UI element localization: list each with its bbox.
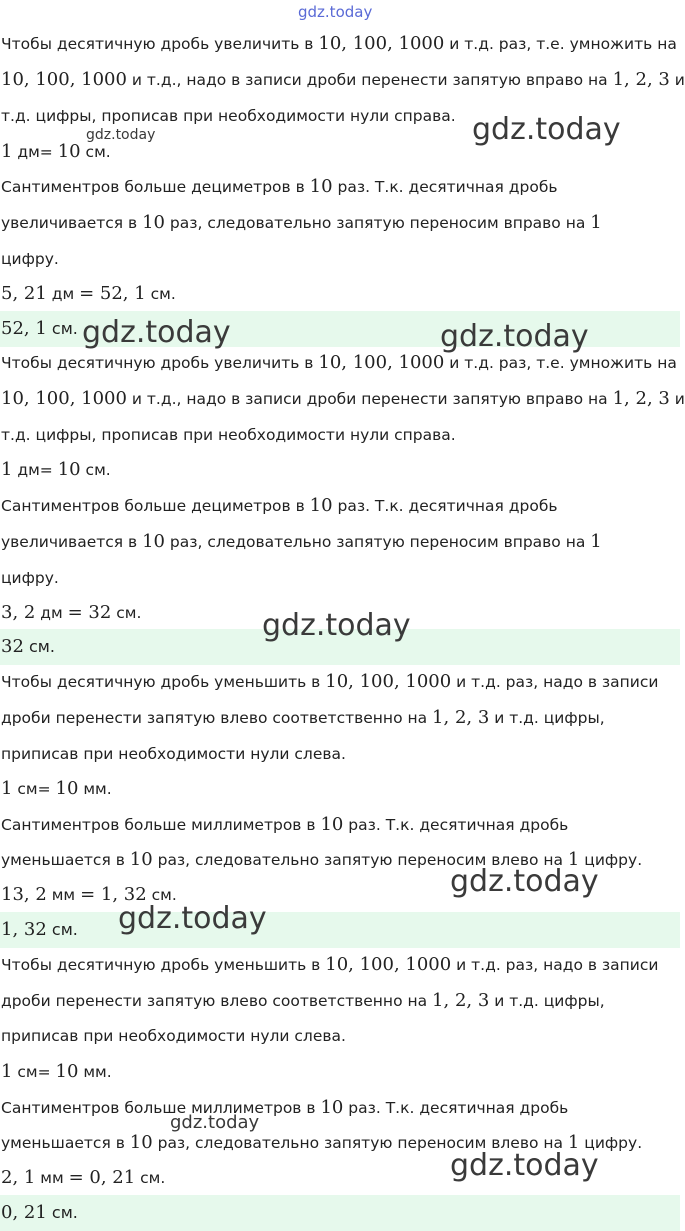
explanation-line-1: Сантиментров больше дециметров в 10 раз. Т.к. десятичная дробь — [1, 495, 558, 516]
rule-line-1: Чтобы десятичную дробь увеличить в 10, 100, 1000 и т.д. раз, т.е. умножить на — [1, 33, 677, 54]
answer-unit: см. — [46, 920, 78, 939]
watermark: gdz.today — [86, 127, 156, 143]
answer-unit: см. — [23, 637, 55, 656]
rule-line-3: т.д. цифры, прописав при необходимости нули справа. — [1, 426, 456, 444]
explanation-line-1: Сантиментров больше миллиметров в 10 раз. Т.к. десятичная дробь — [1, 1097, 569, 1118]
explanation-line-3: цифру. — [1, 569, 59, 587]
watermark: gdz.today — [170, 1112, 260, 1133]
rule-line-3: приписав при необходимости нули слева. — [1, 1027, 346, 1045]
rule-line-3: т.д. цифры, прописав при необходимости нули справа. — [1, 107, 456, 125]
watermark: gdz.today — [472, 112, 621, 147]
explanation-line-1: Сантиментров больше дециметров в 10 раз. Т.к. десятичная дробь — [1, 176, 558, 197]
watermark: gdz.today — [450, 1148, 599, 1183]
explanation-line-3: цифру. — [1, 250, 59, 268]
calculation: 13, 2 мм = 1, 32 см. — [1, 884, 177, 905]
unit-equivalence: 1 см= 10 мм. — [1, 778, 112, 799]
rule-line-3: приписав при необходимости нули слева. — [1, 745, 346, 763]
rule-line-2: 10, 100, 1000 и т.д., надо в записи дроби перенести запятую вправо на 1, 2, 3 и — [1, 69, 685, 90]
watermark: gdz.today — [440, 319, 589, 354]
rule-line-2: 10, 100, 1000 и т.д., надо в записи дроби перенести запятую вправо на 1, 2, 3 и — [1, 388, 685, 409]
answer-value: 32 — [1, 636, 24, 657]
watermark: gdz.today — [118, 901, 267, 936]
watermark: gdz.today — [262, 608, 411, 643]
explanation-line-1: Сантиментров больше миллиметров в 10 раз. Т.к. десятичная дробь — [1, 814, 569, 835]
answer-value: 52, 1 — [1, 318, 47, 339]
watermark: gdz.today — [450, 864, 599, 899]
watermark: gdz.today — [82, 315, 231, 350]
rule-line-2: дроби перенести запятую влево соответственно на 1, 2, 3 и т.д. цифры, — [1, 707, 605, 728]
answer-unit: см. — [46, 1203, 78, 1222]
calculation: 3, 2 дм = 32 см. — [1, 602, 142, 623]
calculation: 2, 1 мм = 0, 21 см. — [1, 1167, 166, 1188]
answer-value: 0, 21 — [1, 1202, 47, 1223]
rule-line-1: Чтобы десятичную дробь увеличить в 10, 100, 1000 и т.д. раз, т.е. умножить на — [1, 352, 677, 373]
rule-line-2: дроби перенести запятую влево соответственно на 1, 2, 3 и т.д. цифры, — [1, 990, 605, 1011]
explanation-line-2: увеличивается в 10 раз, следовательно запятую переносим вправо на 1 — [1, 531, 602, 552]
answer-value: 1, 32 — [1, 919, 47, 940]
calculation: 5, 21 дм = 52, 1 см. — [1, 283, 176, 304]
explanation-line-2: уменьшается в 10 раз, следовательно запятую переносим влево на 1 цифру. — [1, 849, 643, 870]
answer-box — [0, 1195, 680, 1231]
rule-line-1: Чтобы десятичную дробь уменьшить в 10, 100, 1000 и т.д. раз, надо в записи — [1, 671, 659, 692]
unit-equivalence: 1 дм= 10 см. — [1, 141, 111, 162]
explanation-line-2: увеличивается в 10 раз, следовательно запятую переносим вправо на 1 — [1, 212, 602, 233]
unit-equivalence: 1 дм= 10 см. — [1, 459, 111, 480]
watermark-top: gdz.today — [298, 3, 373, 21]
answer-unit: см. — [46, 319, 78, 338]
explanation-line-2: уменьшается в 10 раз, следовательно запятую переносим влево на 1 цифру. — [1, 1132, 643, 1153]
unit-equivalence: 1 см= 10 мм. — [1, 1061, 112, 1082]
answer-box — [0, 912, 680, 948]
rule-line-1: Чтобы десятичную дробь уменьшить в 10, 100, 1000 и т.д. раз, надо в записи — [1, 954, 659, 975]
